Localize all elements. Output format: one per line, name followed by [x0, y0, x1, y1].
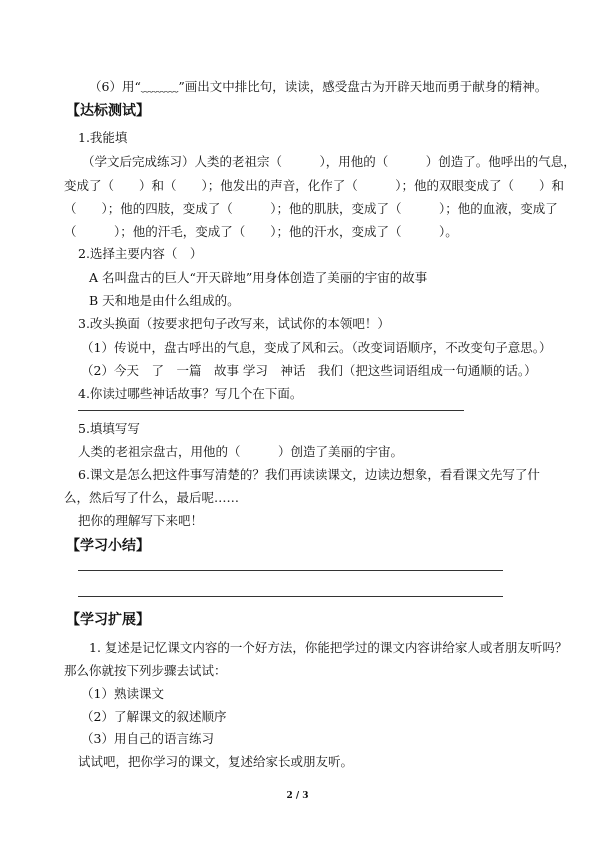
question-1-line-1: （学文后完成练习）人类的老祖宗（ ），用他的（ ）创造了。他呼出的气息，	[82, 154, 576, 169]
extension-step-2: （2）了解课文的叙述顺序	[81, 709, 227, 724]
exercise-6-parallel-sentence-task: （6）用“﹏﹏﹏”画出文中排比句，读读，感受盘古为开辟天地而勇于献身的精神。	[89, 79, 548, 94]
answer-line-summary-2[interactable]	[78, 596, 503, 597]
question-1-title: 1.我能填	[78, 130, 128, 145]
question-2-option-b: B 天和地是由什么组成的。	[89, 293, 240, 308]
question-1-line-3: （ ）；他的四肢，变成了（ ）；他的肌肤，变成了（ ）；他的血液，变成了	[64, 201, 558, 216]
question-6-instruction: 把你的理解写下来吧！	[78, 513, 204, 528]
extension-closing-line: 试试吧，把你学习的课文，复述给家长或朋友听。	[78, 754, 354, 769]
answer-line-summary-1[interactable]	[78, 570, 503, 571]
section-heading-standard-test: 【达标测试】	[66, 103, 150, 119]
section-heading-summary: 【学习小结】	[66, 538, 150, 554]
question-1-line-2: 变成了（ ）和（ ）；他发出的声音，化作了（ ）；他的双眼变成了（ ）和	[64, 178, 565, 193]
question-2-option-a: A 名叫盘古的巨人“开天辟地”用身体创造了美丽的宇宙的故事	[89, 270, 428, 285]
question-6-line-1: 6.课文是怎么把这件事写清楚的？我们再读读课文，边读边想象，看看课文先写了什	[78, 467, 540, 482]
extension-step-1: （1）熟读课文	[81, 686, 164, 701]
extension-item-1-line-2: 那么你就按下列步骤去试试：	[64, 663, 227, 678]
question-2-title: 2.选择主要内容（ ）	[78, 246, 203, 261]
question-1-line-4: （ ）；他的汗毛，变成了（ ）；他的汗水，变成了（ ）。	[64, 224, 458, 239]
question-5-sentence: 人类的老祖宗盘古，用他的（ ）创造了美丽的宇宙。	[78, 444, 404, 459]
question-4-title: 4.你读过哪些神话故事？写几个在下面。	[78, 386, 303, 401]
page-number: 2 / 3	[286, 791, 309, 801]
answer-line-q4[interactable]	[78, 410, 464, 411]
question-3-title: 3.改头换面（按要求把句子改写来，试试你的本领吧！）	[78, 316, 390, 331]
extension-item-1-line-1: 1. 复述是记忆课文内容的一个好方法，你能把学过的课文内容讲给家人或者朋友听吗？	[89, 640, 568, 655]
question-3-item-2: （2）今天 了 一篇 故事 学习 神话 我们（把这些词语组成一句通顺的话。）	[81, 363, 537, 378]
extension-step-3: （3）用自己的语言练习	[81, 731, 214, 746]
question-6-line-2: 么，然后写了什么，最后呢……	[64, 490, 240, 505]
question-5-title: 5.填填写写	[78, 421, 140, 436]
question-3-item-1: （1）传说中，盘古呼出的气息，变成了风和云。（改变词语顺序，不改变句子意思。）	[81, 340, 552, 355]
section-heading-extension: 【学习扩展】	[66, 612, 150, 628]
